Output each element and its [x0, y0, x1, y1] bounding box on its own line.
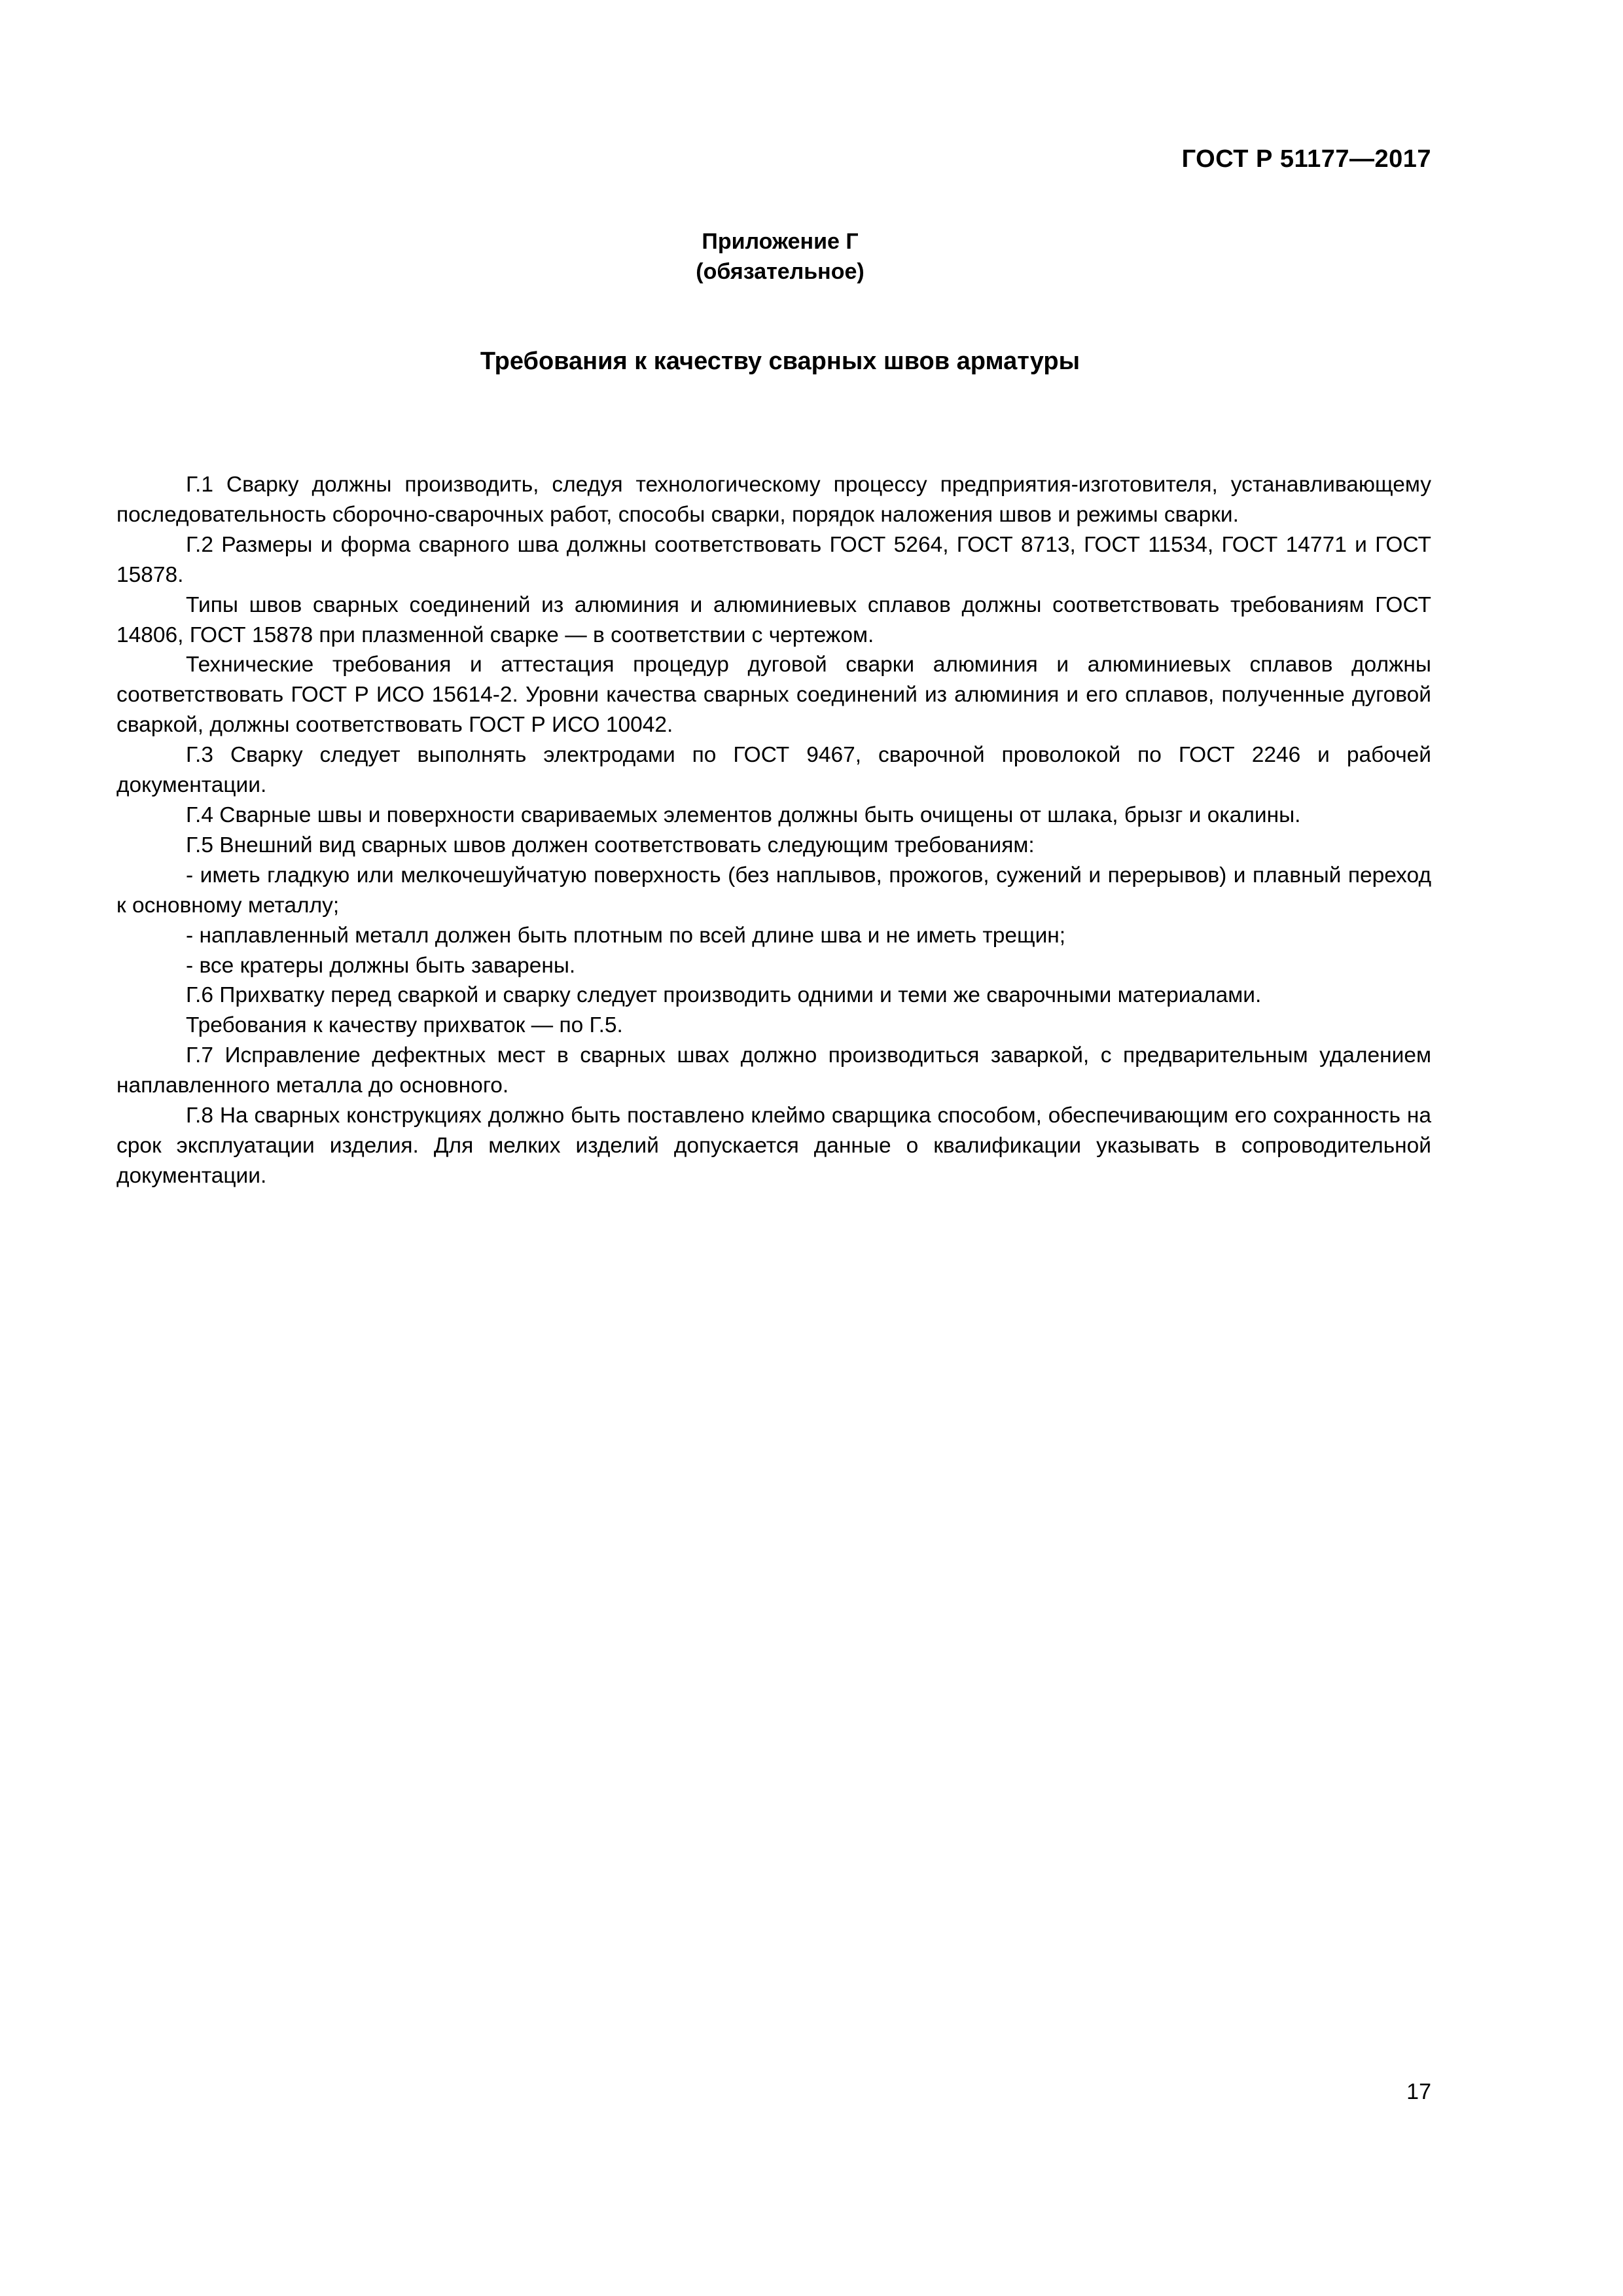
paragraph-g5: Г.5 Внешний вид сварных швов должен соответствовать следующим требованиям: [186, 833, 1035, 857]
paragraph-g7: Г.7 Исправление дефектных мест в сварных швах должно производиться заваркой, с предварительным удалением наплавленного металла до основного. [116, 1043, 1431, 1098]
body-text [116, 470, 1431, 1191]
paragraph-g6: Г.6 Прихватку перед сваркой и сварку следует производить одними и теми же сварочными материалами. [186, 983, 1262, 1008]
annex-title: Требования к качеству сварных швов арматуры [480, 348, 1080, 375]
paragraph-g3: Г.3 Сварку следует выполнять электродами по ГОСТ 9467, сварочной проволокой по ГОСТ 2246 и рабочей документации. [116, 743, 1431, 798]
annex-label: Приложение Г [702, 229, 859, 254]
paragraph-weld-types: Типы швов сварных соединений из алюминия и алюминиевых сплавов должны соответствовать требованиям ГОСТ 14806, ГОСТ 15878 при плазменной сварке — в соответствии с чертежом. [116, 592, 1431, 647]
paragraph-g4: Г.4 Сварные швы и поверхности свариваемых элементов должны быть очищены от шлака, брызг и окалины. [186, 802, 1301, 827]
list-item-craters: - все кратеры должны быть заварены. [186, 953, 576, 978]
paragraph-tack-requirements: Требования к качеству прихваток — по Г.5. [186, 1013, 623, 1038]
paragraph-g1: Г.1 Сварку должны производить, следуя технологическому процессу предприятия-изготовителя, устанавливающему последовательность сборочно-сварочных работ, способы сварки, порядок наложения швов и режимы сварки. [116, 473, 1431, 527]
paragraph-g8: Г.8 На сварных конструкциях должно быть поставлено клеймо сварщика способом, обеспечивающим его сохранность на срок эксплуатации изделия. Для мелких изделий допускается данные о квалификации указывать в сопроводительной документации. [116, 1103, 1431, 1188]
paragraph-g2: Г.2 Размеры и форма сварного шва должны соответствовать ГОСТ 5264, ГОСТ 8713, ГОСТ 11534, ГОСТ 14771 и ГОСТ 15878. [116, 532, 1431, 587]
list-item-deposited-metal: - наплавленный металл должен быть плотным по всей длине шва и не иметь трещин; [186, 923, 1066, 948]
document-code: ГОСТ Р 51177—2017 [1181, 145, 1431, 173]
list-item-surface: - иметь гладкую или мелкочешуйчатую поверхность (без наплывов, прожогов, сужений и перерывов) и плавный переход к основному металлу; [116, 863, 1431, 918]
page-number: 17 [1406, 2079, 1431, 2104]
annex-status: (обязательное) [696, 259, 865, 284]
annex-heading [0, 226, 1560, 287]
paragraph-technical-requirements: Технические требования и аттестация процедур дуговой сварки алюминия и алюминиевых сплавов должны соответствовать ГОСТ Р ИСО 15614-2. Уровни качества сварных соединений из алюминия и его сплавов, полученные дуговой сваркой, должны соответствовать ГОСТ Р ИСО 10042. [116, 653, 1431, 738]
